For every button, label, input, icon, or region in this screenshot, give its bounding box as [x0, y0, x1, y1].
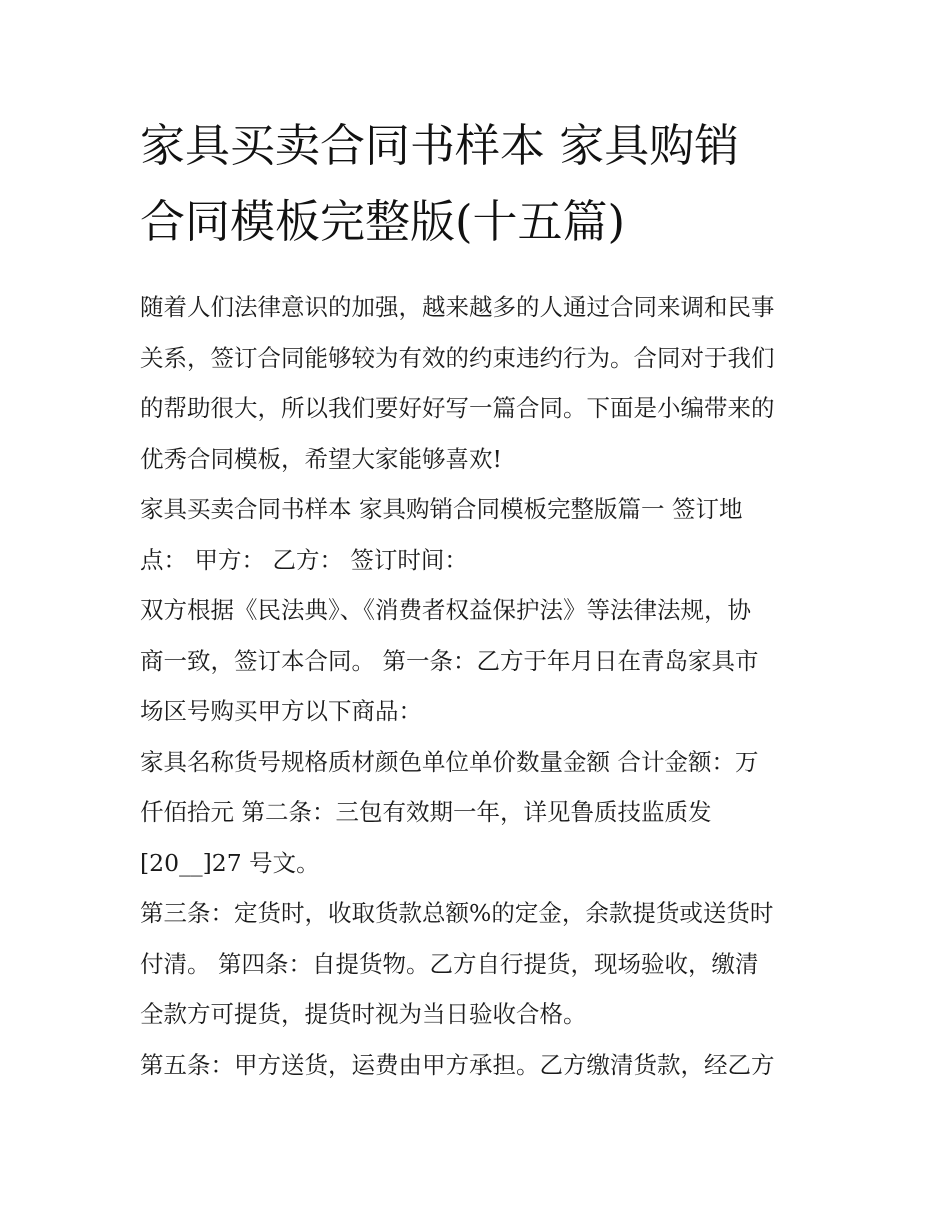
text-line: 商一致，签订本合同。 第一条：乙方于年月日在青岛家具市	[140, 646, 759, 675]
text-line: 第五条：甲方送货，运费由甲方承担。乙方缴清货款，经乙方	[140, 1050, 775, 1079]
intro-paragraph	[140, 282, 818, 484]
text-line: 随着人们法律意识的加强，越来越多的人通过合同来调和民事	[140, 293, 775, 321]
text-line: 优秀合同模板，希望大家能够喜欢!	[140, 444, 502, 473]
text-line: 全款方可提货，提货时视为当日验收合格。	[140, 1000, 587, 1028]
text-line: 点： 甲方： 乙方： 签订时间：	[140, 545, 468, 574]
text-line: 双方根据《民法典》、《消费者权益保护法》等法律法规，协	[140, 596, 751, 624]
text-line: [20__]27 号文。	[140, 848, 320, 877]
text-line: 家具买卖合同书样本 家具购销合同模板完整版篇一 签订地	[140, 495, 743, 523]
text-line: 第三条：定货时，收取货款总额%的定金，余款提货或送货时	[140, 899, 774, 927]
clause-paragraph	[140, 1040, 818, 1091]
clause-paragraph	[140, 888, 818, 1040]
title-line: 合同模板完整版(十五篇)	[140, 195, 626, 248]
text-line: 付清。 第四条：自提货物。乙方自行提货，现场验收，缴清	[140, 949, 759, 978]
text-line: 关系，签订合同能够较为有效的约束违约行为。合同对于我们	[140, 343, 775, 372]
title-line: 家具买卖合同书样本 家具购销	[140, 119, 740, 172]
clause-paragraph	[140, 585, 818, 737]
clause-paragraph	[140, 737, 818, 889]
signing-info-paragraph	[140, 484, 818, 585]
text-line: 家具名称货号规格质材颜色单位单价数量金额 合计金额：万	[140, 747, 759, 776]
text-line: 仟佰拾元 第二条：三包有效期一年，详见鲁质技监质发	[140, 798, 712, 826]
document-title	[140, 108, 818, 260]
document-page	[140, 108, 818, 1090]
text-line: 的帮助很大，所以我们要好好写一篇合同。下面是小编带来的	[140, 394, 775, 422]
text-line: 场区号购买甲方以下商品：	[140, 697, 422, 725]
document-body	[140, 282, 818, 1090]
